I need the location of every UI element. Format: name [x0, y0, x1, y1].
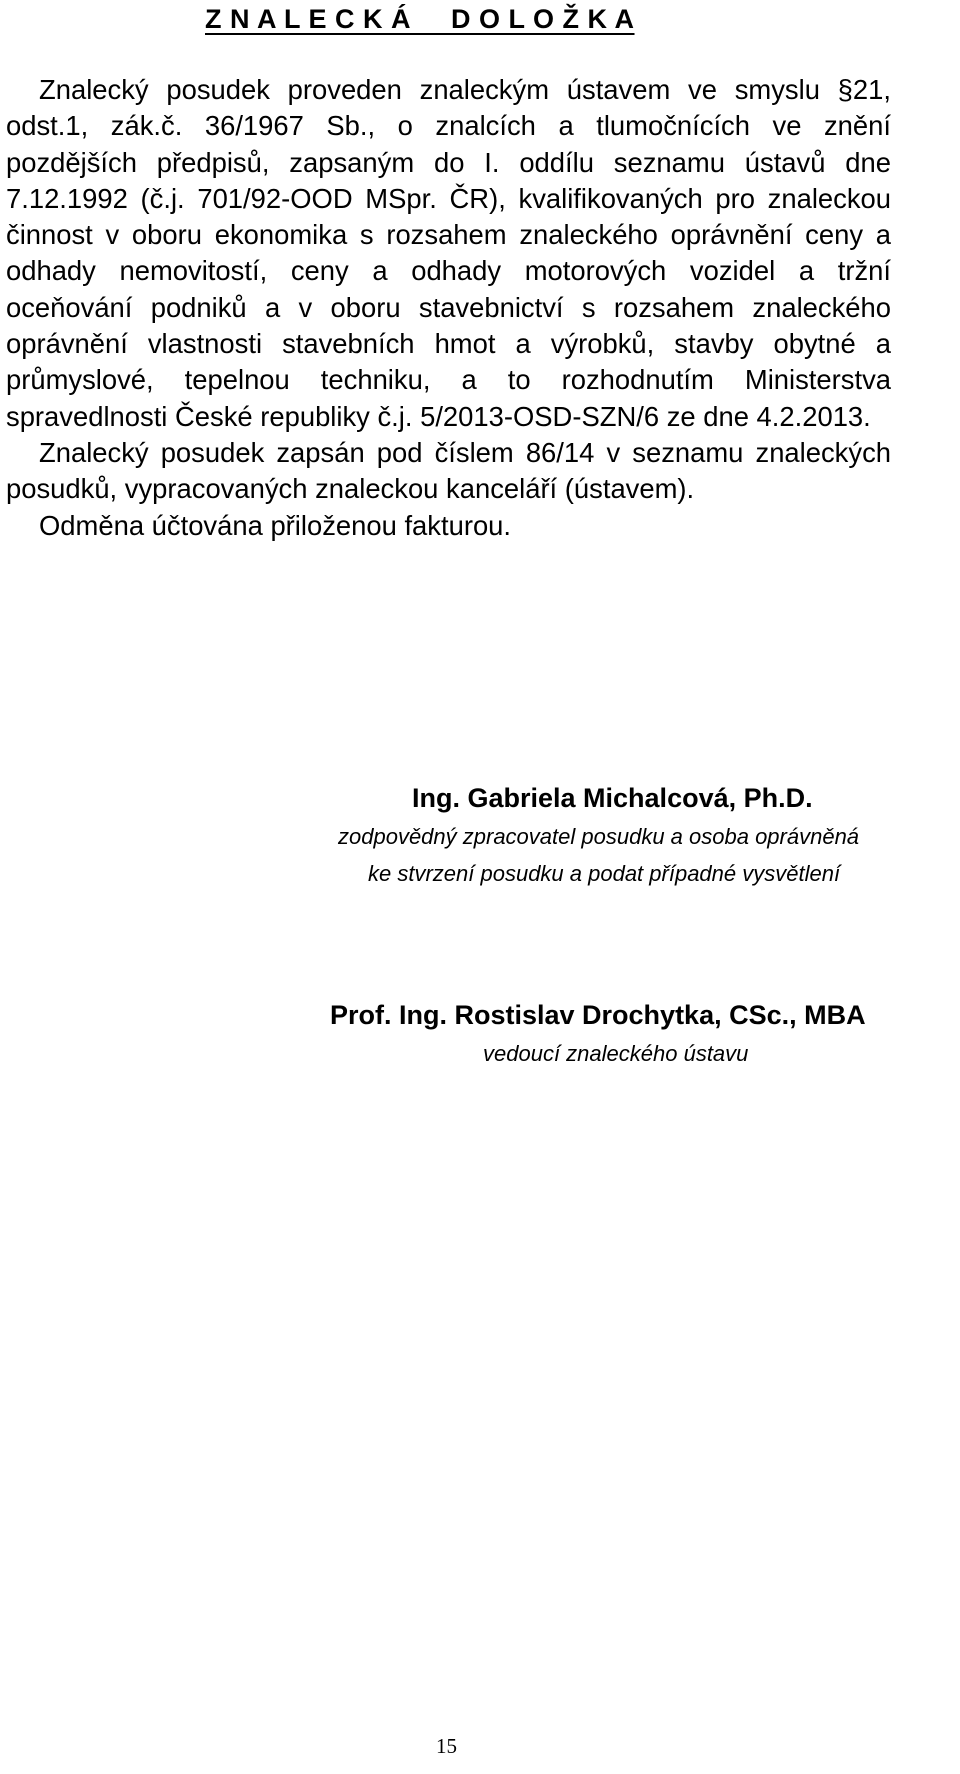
- document-body: [6, 72, 891, 544]
- page-number: 15: [436, 1734, 457, 1758]
- signature-name: Ing. Gabriela Michalcová, Ph.D.: [412, 783, 813, 813]
- document-heading: Z N A L E C K Á D O L O Ž K A: [205, 4, 635, 34]
- signature-name: Prof. Ing. Rostislav Drochytka, CSc., MBA: [330, 1000, 866, 1030]
- signature-role-line: vedoucí znaleckého ústavu: [483, 1041, 749, 1066]
- paragraph-expert-institute: Znalecký posudek proveden znaleckým ústavem ve smyslu §21, odst.1, zák.č. 36/1967 Sb., o znalcích a tlumočnících ve znění pozdějších předpisů, zapsaným do I. oddílu seznamu ústavů dne 7.12.1992 (č.j. 701/92-OOD MSpr. ČR), kvalifikovaných pro znaleckou činnost v oboru ekonomika s rozsahem znaleckého oprávnění ceny a odhady nemovitostí, ceny a odhady motorových vozidel a tržní oceňování podniků a v oboru stavebnictví s rozsahem znaleckého oprávnění vlastnosti stavebních hmot a výrobků, stavby obytné a průmyslové, tepelnou techniku, a to rozhodnutím Ministerstva spravedlnosti České republiky č.j. 5/2013-OSD-SZN/6 ze dne 4.2.2013.: [6, 74, 891, 432]
- paragraph-fee: Odměna účtována přiloženou fakturou.: [39, 509, 512, 541]
- paragraph-registration: Znalecký posudek zapsán pod číslem 86/14 v seznamu znaleckých posudků, vypracovaných znaleckou kanceláří (ústavem).: [6, 436, 891, 505]
- signature-role-line: ke stvrzení posudku a podat případné vysvětlení: [368, 861, 841, 886]
- signature-role-line: zodpovědný zpracovatel posudku a osoba oprávněná: [338, 824, 860, 849]
